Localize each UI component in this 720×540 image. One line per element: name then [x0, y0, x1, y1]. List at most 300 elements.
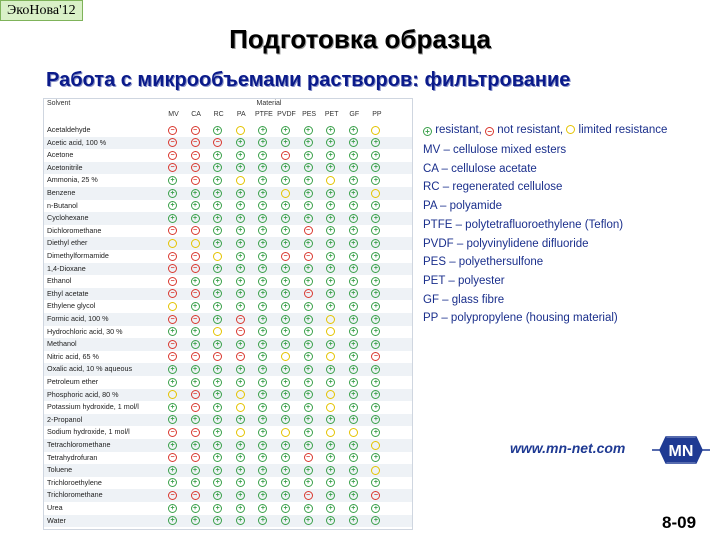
resistant-icon: + — [258, 176, 267, 185]
solvent-name: Tetrahydrofuran — [47, 452, 98, 462]
limited-icon — [281, 428, 290, 437]
resistant-icon: + — [371, 239, 380, 248]
resistant-icon: + — [213, 403, 222, 412]
solvent-name: Nitric acid, 65 % — [47, 351, 99, 361]
column-header: RC — [213, 111, 224, 118]
table-row — [44, 288, 412, 301]
resistant-icon: + — [213, 340, 222, 349]
column-header: MV — [168, 111, 179, 118]
resistant-icon: + — [236, 252, 245, 261]
resistant-icon: + — [191, 466, 200, 475]
not-resistant-icon: − — [304, 226, 313, 235]
resistant-icon: + — [349, 277, 358, 286]
resistant-icon: + — [326, 466, 335, 475]
not-resistant-icon: − — [236, 352, 245, 361]
resistant-icon: + — [326, 252, 335, 261]
resistant-icon: + — [326, 478, 335, 487]
resistant-icon: + — [258, 277, 267, 286]
resistant-icon: + — [326, 126, 335, 135]
resistant-icon: + — [281, 201, 290, 210]
not-resistant-icon: − — [281, 252, 290, 261]
resistant-icon: + — [371, 252, 380, 261]
resistant-icon: + — [281, 277, 290, 286]
resistant-icon: + — [236, 226, 245, 235]
solvent-name: Urea — [47, 503, 63, 512]
resistant-icon: + — [236, 466, 245, 475]
not-resistant-icon: − — [191, 403, 200, 412]
table-row — [44, 401, 412, 414]
resistant-icon: + — [349, 138, 358, 147]
resistant-icon: + — [281, 466, 290, 475]
legend-item: RC – regenerated cellulose — [423, 181, 563, 194]
not-resistant-icon: − — [168, 252, 177, 261]
solvent-name: Cyclohexane — [47, 213, 89, 223]
table-row — [44, 275, 412, 288]
resistant-icon: + — [213, 478, 222, 487]
resistant-icon: + — [281, 453, 290, 462]
resistant-icon: + — [213, 126, 222, 135]
resistant-icon: + — [213, 176, 222, 185]
resistant-icon: + — [326, 289, 335, 298]
resistant-icon: + — [258, 466, 267, 475]
limited-icon — [349, 428, 358, 437]
limited-icon — [371, 189, 380, 198]
table-row — [44, 452, 412, 465]
resistant-icon: + — [371, 277, 380, 286]
table-row — [44, 439, 412, 452]
resistant-icon: + — [258, 189, 267, 198]
resistant-icon: + — [236, 378, 245, 387]
solvent-name: Acetic acid, 100 % — [47, 137, 107, 147]
resistant-icon: + — [349, 176, 358, 185]
resistant-icon: + — [281, 315, 290, 324]
resistant-icon: + — [258, 264, 267, 273]
resistant-icon: + — [349, 252, 358, 261]
not-resistant-icon: − — [168, 126, 177, 135]
resistant-icon: + — [349, 189, 358, 198]
resistant-icon: + — [349, 264, 358, 273]
logo-text: MN — [668, 443, 694, 460]
limited-icon — [191, 239, 200, 248]
resistant-icon: + — [191, 516, 200, 525]
resistant-icon: + — [326, 340, 335, 349]
resistant-icon: + — [281, 264, 290, 273]
resistant-icon: + — [304, 126, 313, 135]
resistant-icon: + — [304, 176, 313, 185]
solvent-name: Phosphoric acid, 80 % — [47, 389, 119, 399]
resistant-icon: + — [191, 415, 200, 424]
resistant-icon: + — [191, 277, 200, 286]
solvent-name: Dimethylformamide — [47, 251, 109, 260]
resistant-icon: + — [349, 352, 358, 361]
not-resistant-icon: − — [168, 491, 177, 500]
resistant-icon: + — [191, 365, 200, 374]
material-header: Material — [256, 100, 282, 107]
resistant-icon: + — [326, 151, 335, 160]
resistant-icon: + — [371, 428, 380, 437]
not-resistant-icon: − — [236, 315, 245, 324]
legend-item: PES – polyethersulfone — [423, 256, 544, 269]
resistant-icon: + — [371, 403, 380, 412]
limited-icon — [326, 428, 335, 437]
resistant-icon: + — [326, 201, 335, 210]
resistant-icon: + — [349, 151, 358, 160]
legend-item: PTFE – polytetrafluoroethylene (Teflon) — [423, 218, 624, 231]
not-resistant-icon: − — [168, 226, 177, 235]
not-resistant-icon: − — [191, 315, 200, 324]
resistant-icon: + — [281, 138, 290, 147]
table-row — [44, 137, 412, 150]
not-resistant-icon: − — [191, 428, 200, 437]
not-resistant-icon: − — [168, 340, 177, 349]
resistant-icon: + — [168, 478, 177, 487]
resistant-icon: + — [168, 365, 177, 374]
table-row — [44, 174, 412, 187]
resistant-icon: + — [281, 516, 290, 525]
resistant-icon: + — [349, 491, 358, 500]
solvent-name: Trichloroethylene — [47, 477, 102, 487]
solvent-name: Dichloromethane — [47, 225, 102, 235]
resistant-icon: + — [213, 441, 222, 450]
resistant-icon: + — [304, 390, 313, 399]
legend-item: PA – polyamide — [423, 200, 503, 213]
resistant-icon: + — [213, 491, 222, 500]
resistant-icon: + — [213, 189, 222, 198]
column-header: PP — [372, 111, 382, 118]
not-resistant-icon: − — [168, 315, 177, 324]
resistant-icon: + — [236, 163, 245, 172]
resistant-icon: + — [191, 327, 200, 336]
not-resistant-icon: − — [191, 264, 200, 273]
resistant-icon: + — [281, 378, 290, 387]
resistant-icon: + — [191, 201, 200, 210]
resistant-icon: + — [236, 441, 245, 450]
resistant-icon: + — [326, 504, 335, 513]
resistant-symbol-icon: + — [423, 127, 432, 136]
limited-icon — [326, 315, 335, 324]
resistant-icon: + — [281, 226, 290, 235]
resistant-icon: + — [304, 340, 313, 349]
resistant-icon: + — [349, 201, 358, 210]
resistant-icon: + — [191, 302, 200, 311]
not-resistant-icon: − — [371, 352, 380, 361]
solvent-name: Acetaldehyde — [47, 125, 91, 134]
resistant-icon: + — [258, 163, 267, 172]
resistant-icon: + — [191, 441, 200, 450]
resistant-icon: + — [281, 390, 290, 399]
column-header: PVDF — [277, 111, 296, 118]
not-resistant-icon: − — [191, 138, 200, 147]
resistant-icon: + — [371, 226, 380, 235]
solvent-name: Ammonia, 25 % — [47, 175, 98, 185]
resistant-icon: + — [236, 189, 245, 198]
not-resistant-icon: − — [213, 138, 222, 147]
resistant-icon: + — [213, 378, 222, 387]
not-resistant-icon: − — [371, 491, 380, 500]
resistant-icon: + — [258, 302, 267, 311]
solvent-name: Potassium hydroxide, 1 mol/l — [47, 402, 139, 412]
resistant-icon: + — [349, 239, 358, 248]
legend-symbols — [423, 124, 667, 136]
website-url: www.mn-net.com — [510, 440, 626, 456]
resistant-icon: + — [236, 415, 245, 424]
solvent-name: Ethanol — [47, 276, 72, 286]
resistant-icon: + — [281, 491, 290, 500]
resistant-icon: + — [236, 264, 245, 273]
resistant-icon: + — [371, 365, 380, 374]
table-row — [44, 477, 412, 490]
resistant-icon: + — [258, 315, 267, 324]
resistant-icon: + — [304, 302, 313, 311]
resistant-icon: + — [236, 491, 245, 500]
solvent-name: n-Butanol — [47, 200, 78, 210]
resistant-icon: + — [281, 441, 290, 450]
legend-item: PP – polypropylene (housing material) — [423, 312, 618, 325]
resistant-icon: + — [326, 214, 335, 223]
resistant-icon: + — [236, 365, 245, 374]
resistant-icon: + — [191, 378, 200, 387]
resistant-icon: + — [371, 302, 380, 311]
table-row — [44, 250, 412, 263]
resistant-icon: + — [213, 151, 222, 160]
column-header: PET — [324, 111, 339, 118]
solvent-name: Oxalic acid, 10 % aqueous — [47, 364, 133, 374]
resistant-icon: + — [281, 176, 290, 185]
resistant-icon: + — [258, 252, 267, 261]
resistant-icon: + — [349, 226, 358, 235]
resistant-icon: + — [371, 151, 380, 160]
resistant-icon: + — [236, 151, 245, 160]
not-resistant-icon: − — [168, 277, 177, 286]
resistant-icon: + — [281, 239, 290, 248]
table-row — [44, 351, 412, 364]
not-resistant-icon: − — [168, 428, 177, 437]
resistant-icon: + — [349, 478, 358, 487]
resistant-icon: + — [371, 504, 380, 513]
resistant-icon: + — [236, 453, 245, 462]
solvent-name: 2-Propanol — [47, 414, 83, 424]
table-row — [44, 464, 412, 477]
not-resistant-icon: − — [304, 252, 313, 261]
resistant-icon: + — [281, 327, 290, 336]
table-row — [44, 376, 412, 389]
not-resistant-icon: − — [304, 491, 313, 500]
resistant-icon: + — [326, 277, 335, 286]
not-resistant-icon: − — [168, 289, 177, 298]
resistant-icon: + — [258, 516, 267, 525]
resistant-icon: + — [236, 302, 245, 311]
limited-icon — [371, 441, 380, 450]
resistant-icon: + — [304, 365, 313, 374]
resistant-icon: + — [168, 415, 177, 424]
table-row — [44, 200, 412, 213]
resistant-icon: + — [213, 214, 222, 223]
resistant-icon: + — [371, 138, 380, 147]
resistant-icon: + — [349, 315, 358, 324]
resistant-icon: + — [236, 201, 245, 210]
resistant-icon: + — [349, 302, 358, 311]
limited-icon — [213, 327, 222, 336]
resistant-icon: + — [304, 378, 313, 387]
resistant-icon: + — [258, 453, 267, 462]
resistant-icon: + — [281, 504, 290, 513]
table-row — [44, 502, 412, 515]
solvent-name: Ethyl acetate — [47, 288, 89, 298]
resistant-icon: + — [213, 264, 222, 273]
legend-resistant: resistant, — [435, 124, 482, 136]
resistant-icon: + — [258, 491, 267, 500]
resistant-icon: + — [326, 453, 335, 462]
not-resistant-icon: − — [304, 289, 313, 298]
solvent-name: 1,4-Dioxane — [47, 263, 86, 273]
solvent-header: Solvent — [47, 100, 71, 107]
resistant-icon: + — [191, 504, 200, 513]
resistant-icon: + — [371, 315, 380, 324]
resistant-icon: + — [281, 340, 290, 349]
not-resistant-icon: − — [213, 352, 222, 361]
resistant-icon: + — [349, 214, 358, 223]
table-row — [44, 363, 412, 376]
resistant-icon: + — [371, 201, 380, 210]
resistant-icon: + — [281, 214, 290, 223]
limited-icon — [371, 466, 380, 475]
resistant-icon: + — [236, 239, 245, 248]
resistant-icon: + — [326, 226, 335, 235]
limited-icon — [236, 390, 245, 399]
resistant-icon: + — [349, 390, 358, 399]
not-resistant-icon: − — [191, 176, 200, 185]
resistant-icon: + — [349, 466, 358, 475]
resistant-icon: + — [371, 289, 380, 298]
resistant-icon: + — [213, 277, 222, 286]
resistant-icon: + — [371, 214, 380, 223]
table-row — [44, 414, 412, 427]
not-resistant-icon: − — [191, 226, 200, 235]
resistant-icon: + — [349, 453, 358, 462]
resistant-icon: + — [258, 441, 267, 450]
resistant-icon: + — [304, 403, 313, 412]
limited-icon — [168, 302, 177, 311]
limited-icon — [236, 126, 245, 135]
resistant-icon: + — [304, 201, 313, 210]
table-row — [44, 338, 412, 351]
resistant-icon: + — [281, 163, 290, 172]
solvent-name: Toluene — [47, 465, 73, 475]
solvent-name: Petroleum ether — [47, 377, 99, 386]
not-resistant-icon: − — [191, 151, 200, 160]
resistant-icon: + — [304, 264, 313, 273]
resistant-icon: + — [258, 151, 267, 160]
resistant-icon: + — [236, 478, 245, 487]
resistant-icon: + — [326, 491, 335, 500]
resistant-icon: + — [258, 403, 267, 412]
resistant-icon: + — [371, 453, 380, 462]
table-row — [44, 426, 412, 439]
limited-icon — [326, 390, 335, 399]
resistant-icon: + — [236, 504, 245, 513]
resistant-icon: + — [236, 277, 245, 286]
column-header: GF — [349, 111, 360, 118]
brand-label: ЭкоНова'12 — [0, 0, 83, 21]
solvent-name: Diethyl ether — [47, 238, 88, 248]
resistant-icon: + — [371, 516, 380, 525]
legend-item: CA – cellulose acetate — [423, 162, 537, 175]
legend-not-resistant: not resistant, — [497, 124, 564, 136]
resistant-icon: + — [258, 504, 267, 513]
resistant-icon: + — [304, 214, 313, 223]
not-resistant-icon: − — [168, 453, 177, 462]
resistant-icon: + — [304, 327, 313, 336]
resistant-icon: + — [258, 378, 267, 387]
resistant-icon: + — [371, 264, 380, 273]
resistant-icon: + — [326, 378, 335, 387]
solvent-name: Hydrochloric acid, 30 % — [47, 326, 123, 336]
resistant-icon: + — [326, 415, 335, 424]
resistant-icon: + — [191, 189, 200, 198]
resistant-icon: + — [258, 214, 267, 223]
table-row — [44, 326, 412, 339]
page-number: 8-09 — [662, 513, 697, 532]
resistant-icon: + — [304, 428, 313, 437]
resistant-icon: + — [326, 239, 335, 248]
limited-icon — [236, 176, 245, 185]
resistant-icon: + — [304, 441, 313, 450]
resistant-icon: + — [349, 516, 358, 525]
resistant-icon: + — [304, 189, 313, 198]
not-resistant-icon: − — [168, 163, 177, 172]
resistant-icon: + — [236, 138, 245, 147]
resistant-icon: + — [258, 478, 267, 487]
resistant-icon: + — [213, 453, 222, 462]
resistant-icon: + — [281, 289, 290, 298]
not-resistant-icon: − — [191, 352, 200, 361]
resistant-icon: + — [168, 201, 177, 210]
resistant-icon: + — [371, 340, 380, 349]
resistant-icon: + — [349, 441, 358, 450]
resistant-icon: + — [371, 176, 380, 185]
resistant-icon: + — [168, 378, 177, 387]
limited-symbol-icon — [566, 125, 575, 134]
not-resistant-icon: − — [236, 327, 245, 336]
resistant-icon: + — [304, 504, 313, 513]
resistant-icon: + — [326, 189, 335, 198]
resistant-icon: + — [258, 138, 267, 147]
resistant-icon: + — [304, 478, 313, 487]
resistant-icon: + — [371, 378, 380, 387]
resistant-icon: + — [304, 315, 313, 324]
resistant-icon: + — [236, 289, 245, 298]
resistant-icon: + — [304, 163, 313, 172]
resistant-icon: + — [236, 516, 245, 525]
resistant-icon: + — [191, 340, 200, 349]
table-row — [44, 489, 412, 502]
solvent-name: Trichloromethane — [47, 490, 103, 500]
resistant-icon: + — [326, 441, 335, 450]
limited-icon — [326, 176, 335, 185]
table-row — [44, 225, 412, 238]
resistant-icon: + — [168, 403, 177, 412]
not-resistant-icon: − — [168, 138, 177, 147]
column-header: CA — [191, 111, 201, 118]
page-subtitle: Работа с микрообъемами растворов: фильтрование — [46, 69, 571, 91]
table-row — [44, 237, 412, 250]
resistant-icon: + — [168, 214, 177, 223]
resistant-icon: + — [371, 327, 380, 336]
resistant-icon: + — [304, 466, 313, 475]
column-header: PES — [302, 111, 317, 118]
table-row — [44, 149, 412, 162]
limited-icon — [168, 390, 177, 399]
